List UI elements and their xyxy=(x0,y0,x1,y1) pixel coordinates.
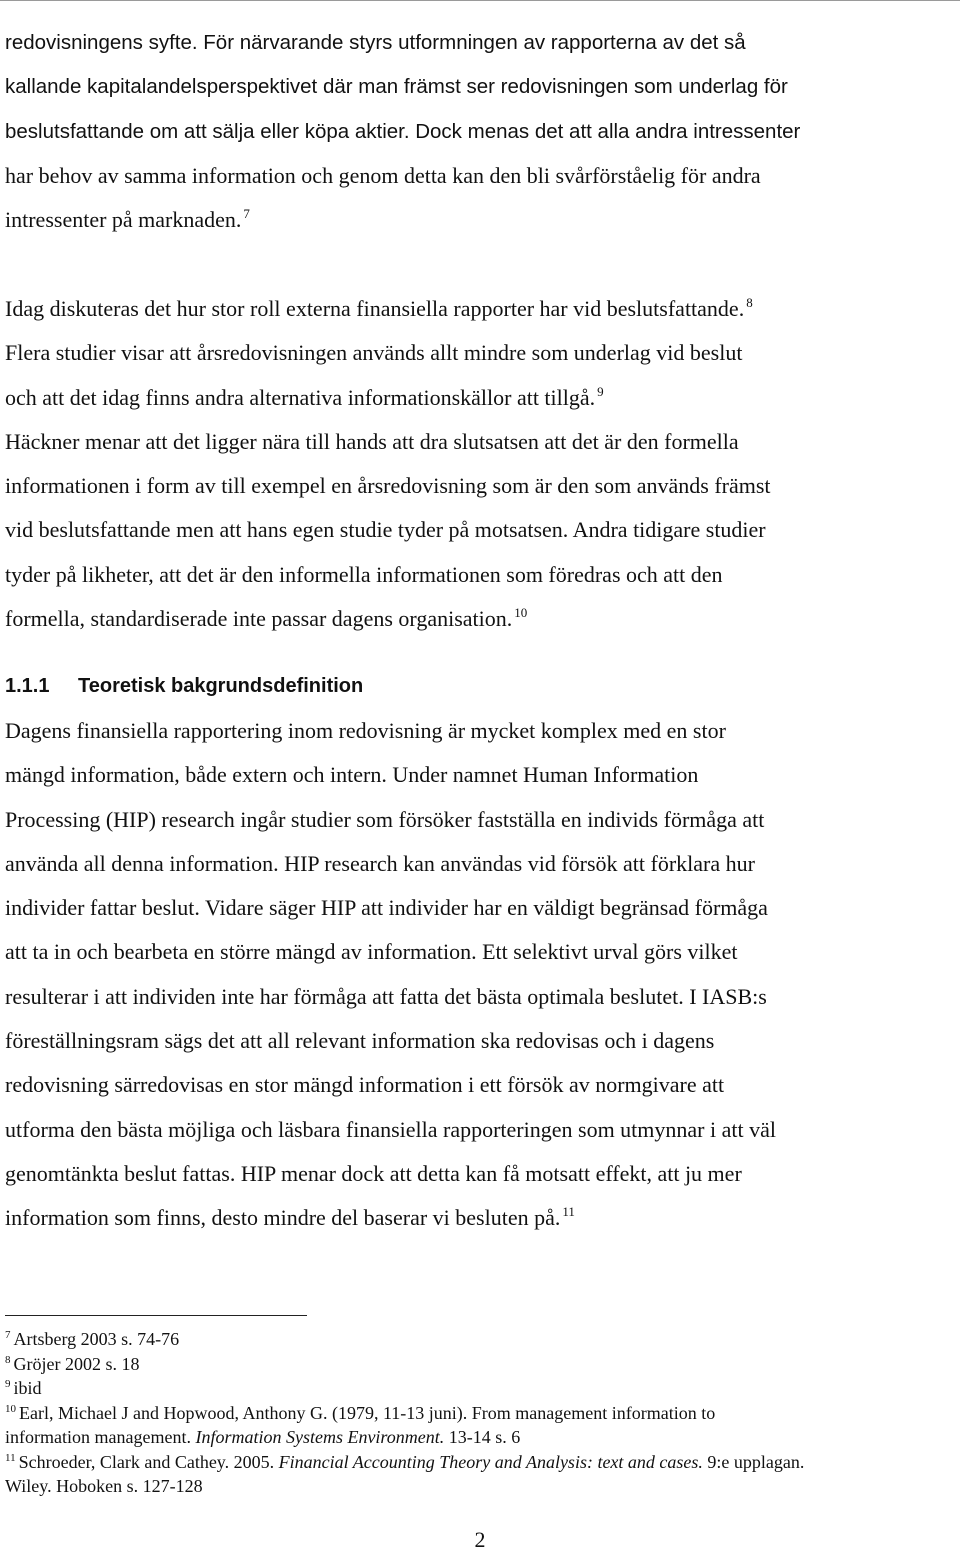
text-line: Häckner menar att det ligger nära till hands att dra slutsatsen att det är den formella xyxy=(5,428,739,454)
text-line: använda all denna information. HIP research kan användas vid försök att förklara hur xyxy=(5,850,755,876)
footnote-9: $^9$ ibid xyxy=(5,1378,42,1398)
footnote-ref: 11 xyxy=(562,1204,575,1220)
footnote-11: $^{11}$ Schroeder, Clark and Cathey. 2005. Financial Accounting Theory and Analysis: text and cases. 9:e upplagan. xyxy=(5,1451,805,1472)
text-line: mängd information, både extern och intern. Under namnet Human Information xyxy=(5,762,699,788)
text-line: beslutsfattande om att sälja eller köpa aktier. Dock menas det att alla andra intressenter xyxy=(5,119,801,143)
text-line: information som finns, desto mindre del baserar vi besluten på. $^{11}$ xyxy=(5,1204,575,1231)
footnote-ref: 8 xyxy=(746,295,753,310)
text-line: Idag diskuteras det hur stor roll externa finansiella rapporter har vid beslutsfattande. $^8$ xyxy=(5,295,753,321)
paragraph-intro xyxy=(5,21,800,242)
text-line: har behov av samma information och genom detta kan den bli svårförståelig för andra xyxy=(5,162,761,188)
page-number: 2 xyxy=(474,1527,486,1552)
footnote-10: $^{10}$ Earl, Michael J and Hopwood, Anthony G. (1979, 11-13 juni). From management information to xyxy=(5,1402,716,1423)
footnote-ref: 9 xyxy=(597,383,604,399)
text-line: Processing (HIP) research ingår studier som försöker fastställa en individs förmåga att xyxy=(5,806,765,832)
paragraph-external-reports xyxy=(5,287,771,641)
text-line: informationen i form av till exempel en årsredovisning som är den som används främst xyxy=(5,473,771,499)
text-line: tyder på likheter, att det är den informella informationen som föredras och att den xyxy=(5,561,723,587)
text-line: vid beslutsfattande men att hans egen studie tyder på motsatsen. Andra tidigare studier xyxy=(5,517,766,543)
text-line: resulterar i att individen inte har förmåga att fatta det bästa optimala beslutet. I IASB:s xyxy=(5,983,767,1009)
text-line: genomtänkta beslut fattas. HIP menar dock att detta kan få motsatt effekt, att ju mer xyxy=(5,1160,742,1186)
footnote-8: $^8$ Gröjer 2002 s. 18 xyxy=(5,1353,140,1374)
section-title: Teoretisk bakgrundsdefinition xyxy=(78,675,364,697)
footnote-ref: 10 xyxy=(514,605,528,621)
footnote-7: $^7$ Artsberg 2003 s. 74-76 xyxy=(5,1329,180,1349)
footnote-separator xyxy=(5,1315,307,1316)
text-line: föreställningsram sägs det att all relevant information ska redovisas och i dagens xyxy=(5,1028,715,1054)
text-line: intressenter på marknaden. $^7$ xyxy=(5,206,250,233)
text-line: redovisning särredovisas en stor mängd information i ett försök av normgivare att xyxy=(5,1072,725,1098)
footnote-ref: 7 xyxy=(243,206,250,222)
section-heading xyxy=(5,672,363,700)
text-line: individer fattar beslut. Vidare säger HIP att individer har en väldigt begränsad förmåga xyxy=(5,895,768,921)
text-line: formella, standardiserade inte passar dagens organisation. $^{10}$ xyxy=(5,605,528,632)
section-number: 1.1.1 xyxy=(5,675,50,697)
footnote-10-continued: information management. Information Systems Environment. 13-14 s. 6 xyxy=(5,1427,521,1447)
text-line: att ta in och bearbeta en större mängd av information. Ett selektivt urval görs vilket xyxy=(5,939,738,965)
text-line: och att det idag finns andra alternativa informationskällor att tillgå. $^9$ xyxy=(5,383,604,410)
text-line: Dagens finansiella rapportering inom redovisning är mycket komplex med en stor xyxy=(5,718,726,743)
text-line: utforma den bästa möjliga och läsbara finansiella rapporteringen som utmynnar i att väl xyxy=(5,1116,776,1142)
text-line: kallande kapitalandelsperspektivet där man främst ser redovisningen som underlag för xyxy=(5,75,788,99)
footnotes xyxy=(5,1327,804,1499)
text-line: redovisningens syfte. För närvarande styrs utformningen av rapporterna av det så xyxy=(5,31,746,54)
footnote-11-continued: Wiley. Hoboken s. 127-128 xyxy=(5,1476,203,1496)
text-line: Flera studier visar att årsredovisningen används allt mindre som underlag vid beslut xyxy=(5,340,743,366)
paragraph-hip-research xyxy=(5,709,776,1241)
page-top-border xyxy=(0,0,960,1)
